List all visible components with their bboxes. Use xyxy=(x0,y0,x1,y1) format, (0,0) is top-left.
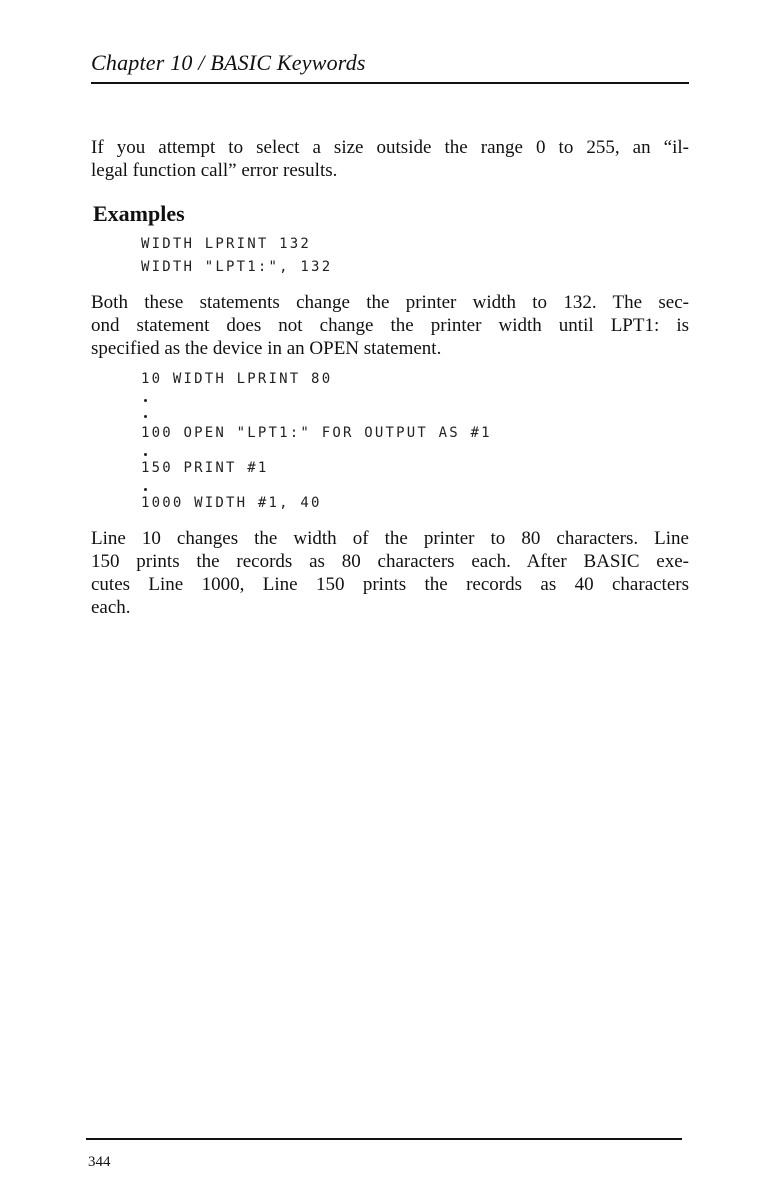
paragraph-line: each. xyxy=(91,597,131,618)
code-line: WIDTH "LPT1:", 132 xyxy=(141,259,333,275)
chapter-header: Chapter 10 / BASIC Keywords xyxy=(91,50,366,75)
intro-line: If you attempt to select a size outside the range 0 to 255, an “il- xyxy=(91,137,689,158)
ellipsis-dot xyxy=(144,415,147,418)
ellipsis-dot xyxy=(144,453,147,456)
intro-line: legal function call” error results. xyxy=(91,160,338,181)
ellipsis-dot xyxy=(144,488,147,491)
paragraph-line: specified as the device in an OPEN statement. xyxy=(91,338,442,359)
code-line: 100 OPEN "LPT1:" FOR OUTPUT AS #1 xyxy=(141,425,492,441)
code-line: WIDTH LPRINT 132 xyxy=(141,236,312,252)
explanation-paragraph-2 xyxy=(91,527,689,619)
header-rule xyxy=(91,82,689,84)
paragraph-line: ond statement does not change the printer width until LPT1: is xyxy=(91,315,689,336)
paragraph-line: Line 10 changes the width of the printer to 80 characters. Line xyxy=(91,528,689,549)
paragraph-line: cutes Line 1000, Line 150 prints the records as 40 characters xyxy=(91,574,689,595)
code-line: 10 WIDTH LPRINT 80 xyxy=(141,371,333,387)
intro-paragraph xyxy=(91,136,689,182)
footer-rule xyxy=(86,1138,682,1140)
explanation-paragraph-1 xyxy=(91,291,689,360)
code-line: 150 PRINT #1 xyxy=(141,460,269,476)
paragraph-line: 150 prints the records as 80 characters each. After BASIC exe- xyxy=(91,551,689,572)
page-number: 344 xyxy=(88,1154,111,1170)
paragraph-line: Both these statements change the printer width to 132. The sec- xyxy=(91,292,689,313)
code-line: 1000 WIDTH #1, 40 xyxy=(141,495,322,511)
ellipsis-dot xyxy=(144,399,147,402)
examples-heading: Examples xyxy=(93,201,185,226)
